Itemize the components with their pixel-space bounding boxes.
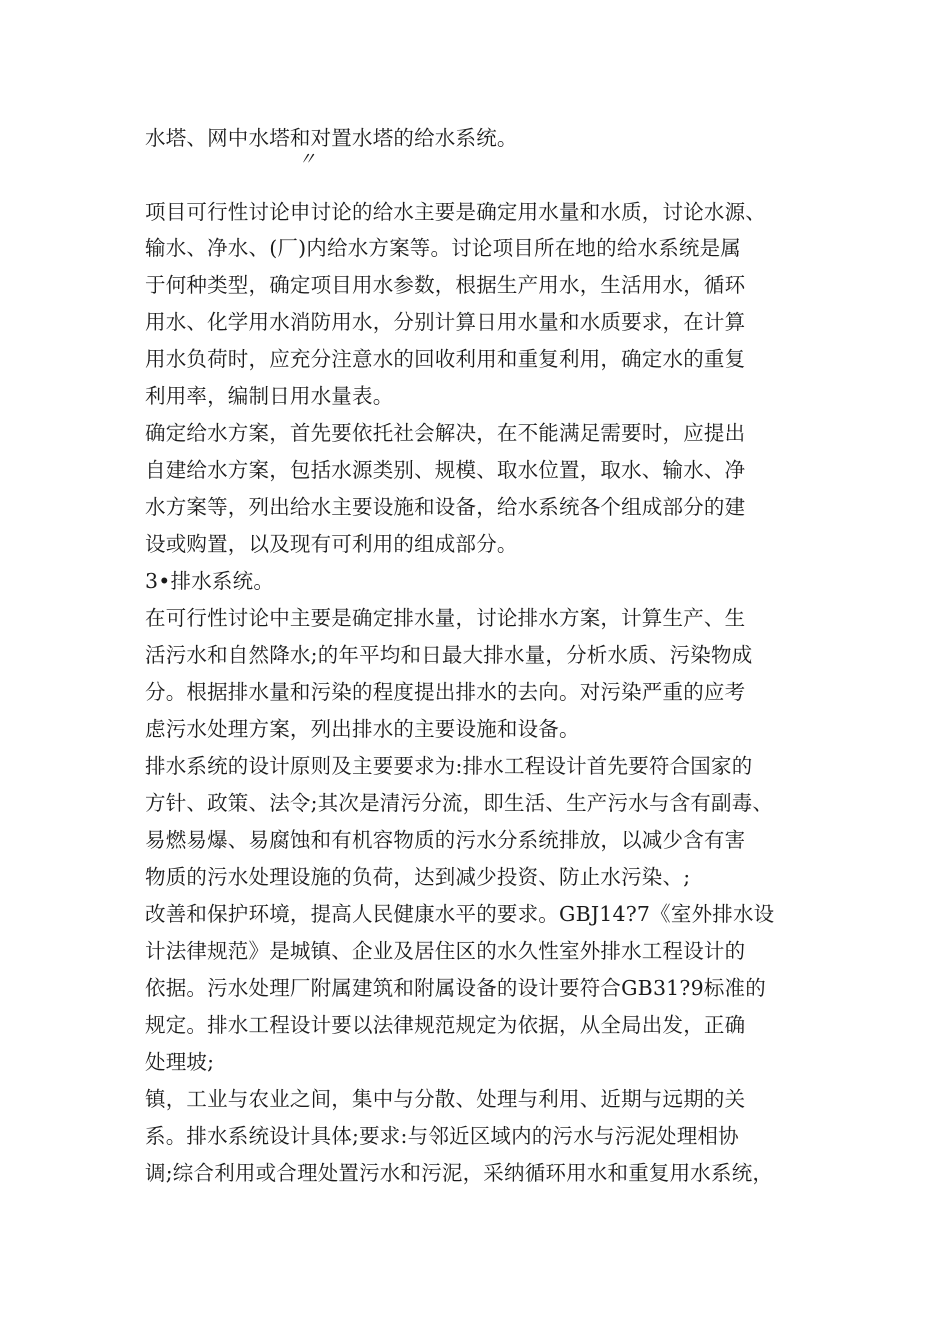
text-line: 虑污水处理方案，列出排水的主要设施和设备。 [145, 717, 580, 741]
text-line: 调;综合利用或合理处置污水和污泥，采纳循环用水和重复用水系统， [145, 1161, 774, 1185]
text-line: 依据。污水处理厂附属建筑和附属设备的设计要符合GB31?9标准的 [145, 976, 766, 1000]
text-line: 水方案等，列出给水主要设施和设备，给水系统各个组成部分的建 [145, 495, 746, 519]
text-line: 在可行性讨论中主要是确定排水量，讨论排水方案，计算生产、生 [145, 606, 746, 630]
text-line: 改善和保护环境，提高人民健康水平的要求。GBJ14?7《室外排水设 [145, 902, 775, 926]
text-line: 分。根据排水量和污染的程度提出排水的去向。对污染严重的应考 [145, 680, 746, 704]
text-line: 水塔、网中水塔和对置水塔的给水系统。 [145, 126, 518, 150]
section-heading: 3•排水系统。 [145, 569, 275, 593]
text-line: 项目可行性讨论申讨论的给水主要是确定用水量和水质，讨论水源、 [145, 200, 766, 224]
text-line: 镇，工业与农业之间，集中与分散、处理与利用、近期与远期的关 [145, 1087, 746, 1111]
text-line: 输水、净水、(厂)内给水方案等。讨论项目所在地的给水系统是属 [145, 236, 741, 260]
text-line: 确定给水方案，首先要依托社会解决，在不能满足需要时，应提出 [145, 421, 746, 445]
text-line: 方针、政策、法令;其次是清污分流，即生活、生产污水与含有副毒、 [145, 791, 774, 815]
text-line: 计法律规范》是城镇、企业及居住区的水久性室外排水工程设计的 [145, 939, 746, 963]
text-line: 用水、化学用水消防用水，分别计算日用水量和水质要求，在计算 [145, 310, 746, 334]
text-line: 规定。排水工程设计要以法律规范规定为依据，从全局出发，正确 [145, 1013, 746, 1037]
text-line: 系。排水系统设计具体;要求:与邻近区域内的污水与污泥处理相协 [145, 1124, 739, 1148]
text-line: 设或购置，以及现有可利用的组成部分。 [145, 532, 518, 556]
text-line: 于何种类型，确定项目用水参数，根据生产用水，生活用水，循环 [145, 273, 746, 297]
text-line: 用水负荷时，应充分注意水的回收利用和重复利用，确定水的重复 [145, 347, 746, 371]
text-line: 处理坡; [145, 1050, 215, 1074]
text-line: 活污水和自然降水;的年平均和日最大排水量，分析水质、污染物成 [145, 643, 753, 667]
text-line: 自建给水方案，包括水源类别、规模、取水位置，取水、输水、净 [145, 458, 746, 482]
text-line: 物质的污水处理设施的负荷，达到减少投资、防止水污染、; [145, 865, 691, 889]
text-line: 易燃易爆、易腐蚀和有机容物质的污水分系统排放，以减少含有害 [145, 828, 746, 852]
text-line: 利用率，编制日用水量表。 [145, 384, 394, 408]
stray-mark: 〃 [298, 149, 316, 170]
text-line: 排水系统的设计原则及主要要求为:排水工程设计首先要符合国家的 [145, 754, 753, 778]
